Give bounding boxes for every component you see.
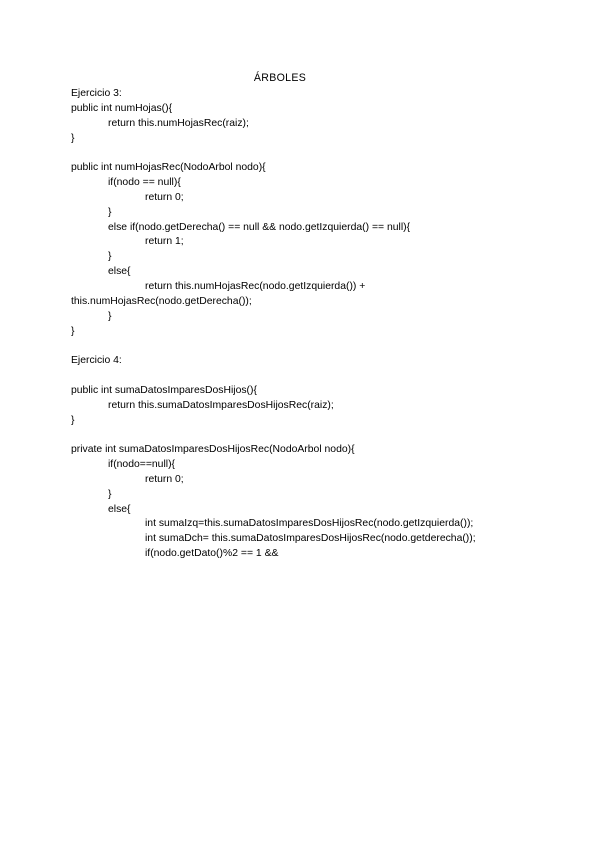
document-body [71, 87, 571, 562]
code-line: public int numHojas(){ [71, 102, 173, 114]
code-line: return 1; [145, 236, 184, 248]
exercise-4-heading: Ejercicio 4: [71, 355, 122, 367]
code-line: else{ [108, 503, 131, 515]
code-line: } [108, 310, 112, 322]
code-line: return this.sumaDatosImparesDosHijosRec(raiz); [108, 399, 334, 411]
blank-line [71, 428, 571, 443]
code-line: else if(nodo.getDerecha() == null && nodo.getIzquierda() == null){ [108, 221, 411, 233]
code-line: int sumaIzq=this.sumaDatosImparesDosHijosRec(nodo.getIzquierda()); [145, 518, 474, 530]
code-line: } [71, 132, 75, 144]
code-line: if(nodo==null){ [108, 459, 176, 471]
code-line: return 0; [145, 191, 184, 203]
code-line: else{ [108, 266, 131, 278]
exercise-3-heading: Ejercicio 3: [71, 88, 122, 99]
document-title: ÁRBOLES [253, 72, 307, 84]
code-line: this.numHojasRec(nodo.getDerecha()); [71, 295, 252, 307]
code-line: public int numHojasRec(NodoArbol nodo){ [71, 162, 266, 174]
blank-line [71, 146, 571, 161]
code-line: } [71, 325, 75, 337]
code-line: public int sumaDatosImparesDosHijos(){ [71, 384, 257, 396]
code-line: int sumaDch= this.sumaDatosImparesDosHijosRec(nodo.getderecha()); [145, 533, 476, 545]
code-line: } [108, 488, 112, 500]
code-line: return this.numHojasRec(nodo.getIzquierda()) + [145, 280, 366, 292]
code-line: } [108, 251, 112, 263]
code-line: return 0; [145, 473, 184, 485]
code-line: if(nodo.getDato()%2 == 1 && [145, 548, 279, 560]
code-line: return this.numHojasRec(raiz); [108, 117, 249, 129]
code-line: if(nodo == null){ [108, 177, 181, 189]
code-line: private int sumaDatosImparesDosHijosRec(NodoArbol nodo){ [71, 444, 355, 456]
code-line: } [108, 206, 112, 218]
blank-line [71, 369, 571, 384]
blank-line [71, 339, 571, 354]
code-line: } [71, 414, 75, 426]
